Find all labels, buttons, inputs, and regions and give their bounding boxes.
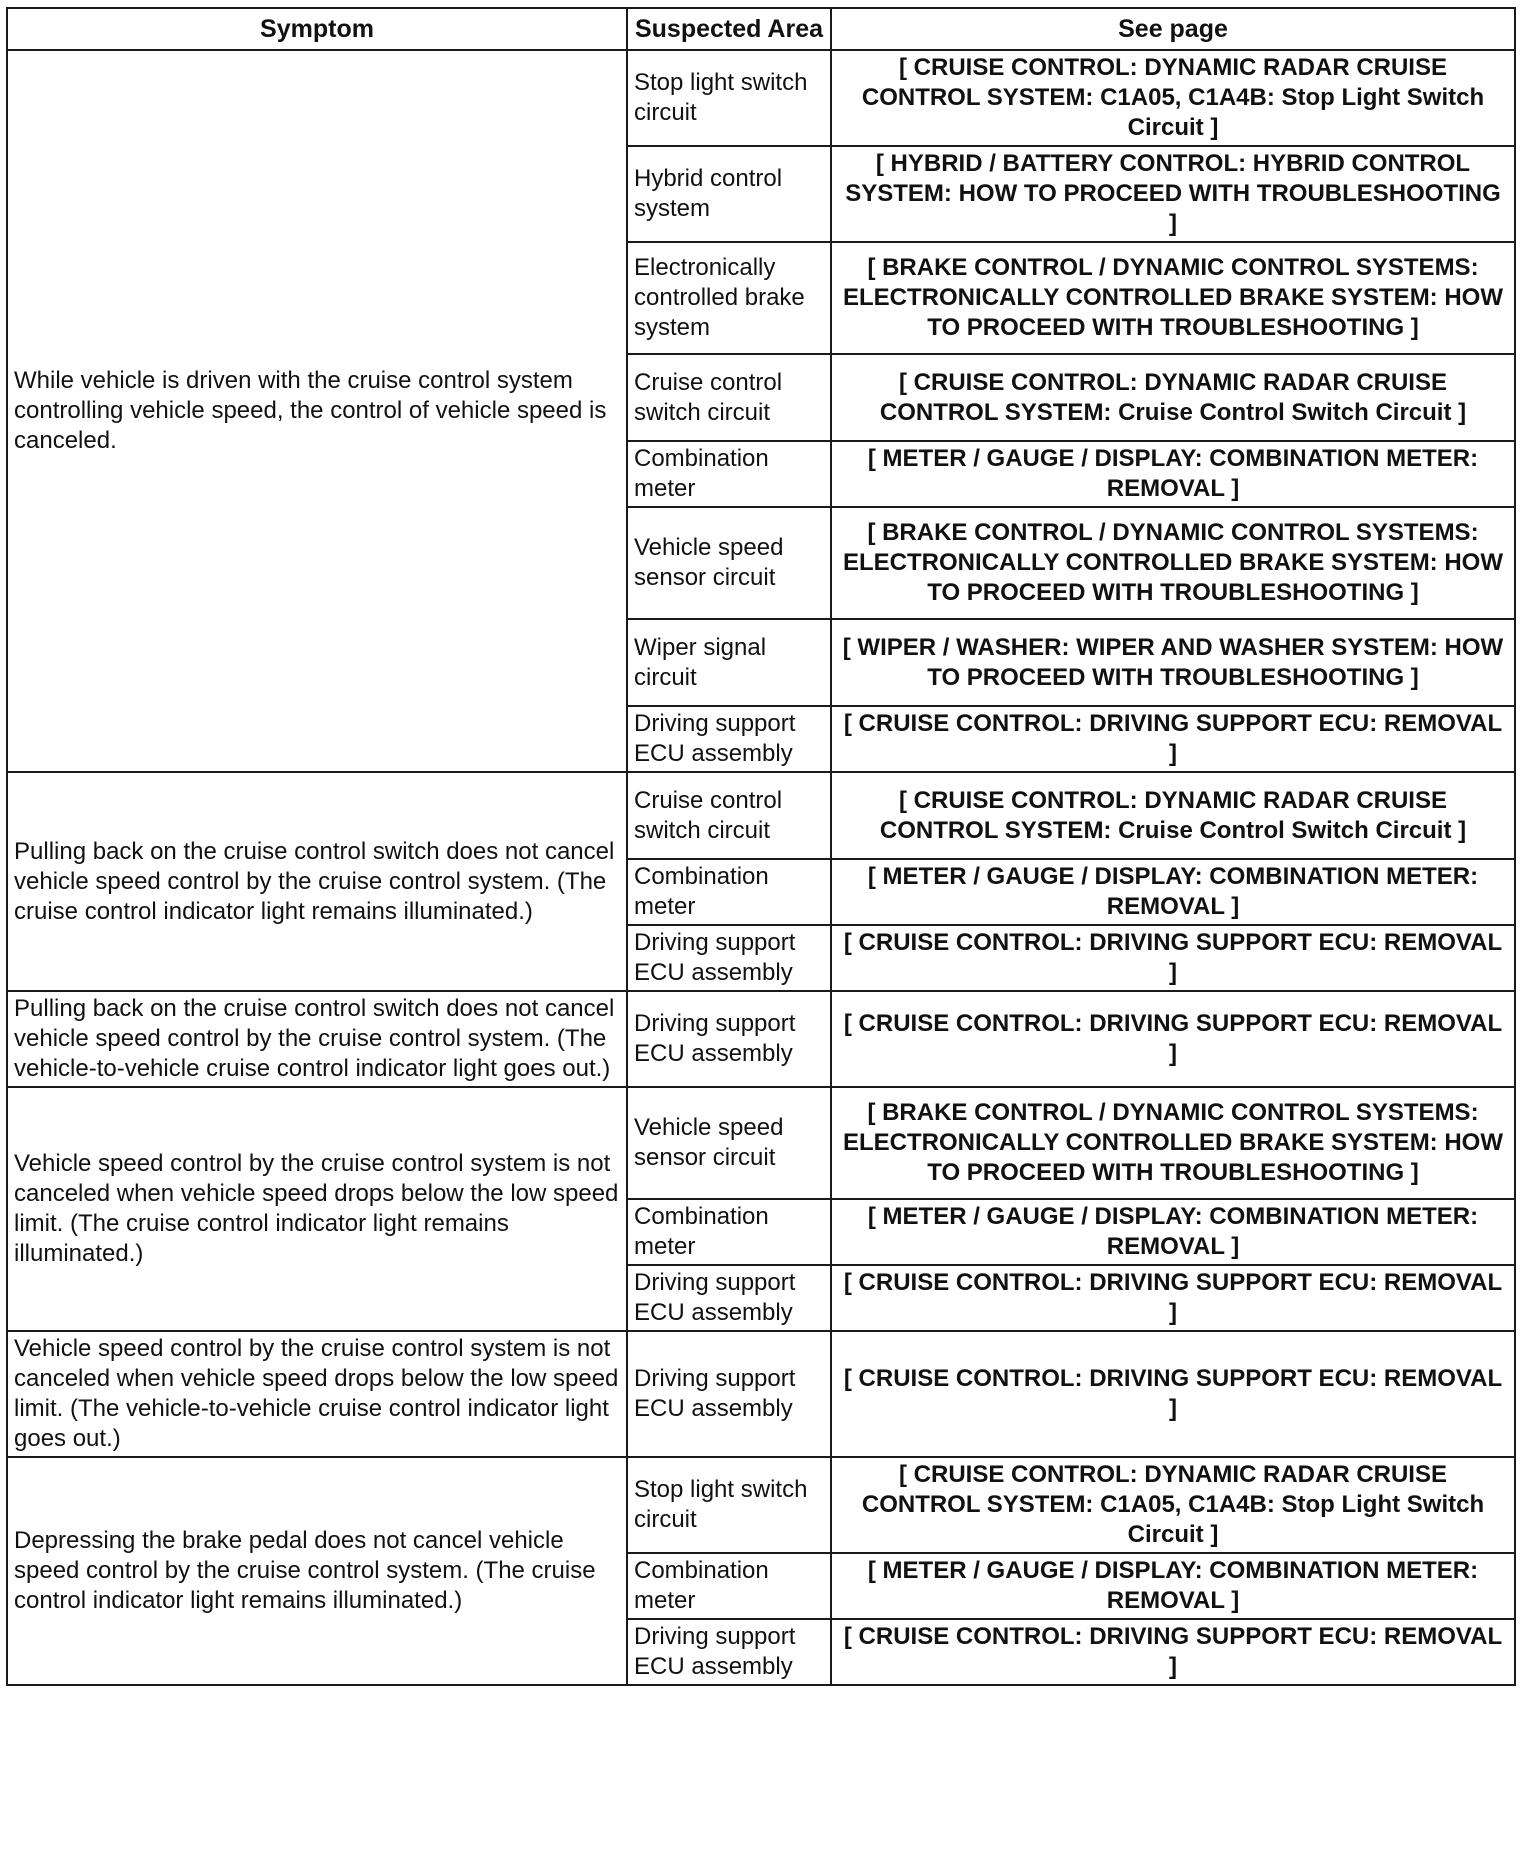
see-page-cell: [ CRUISE CONTROL: DYNAMIC RADAR CRUISE CONTROL SYSTEM: Cruise Control Switch Circuit ] bbox=[831, 772, 1515, 859]
suspected-area-cell: Driving support ECU assembly bbox=[627, 1619, 831, 1685]
suspected-area-cell: Stop light switch circuit bbox=[627, 50, 831, 146]
suspected-area-cell: Wiper signal circuit bbox=[627, 619, 831, 706]
see-page-cell: [ METER / GAUGE / DISPLAY: COMBINATION METER: REMOVAL ] bbox=[831, 1553, 1515, 1619]
symptom-cell: Pulling back on the cruise control switch does not cancel vehicle speed control by the cruise control system. (The cruise control indicator light remains illuminated.) bbox=[7, 772, 627, 991]
header-symptom: Symptom bbox=[7, 8, 627, 50]
header-row bbox=[7, 8, 1515, 50]
see-page-cell: [ CRUISE CONTROL: DRIVING SUPPORT ECU: REMOVAL ] bbox=[831, 991, 1515, 1087]
see-page-cell: [ CRUISE CONTROL: DRIVING SUPPORT ECU: REMOVAL ] bbox=[831, 925, 1515, 991]
see-page-cell: [ CRUISE CONTROL: DRIVING SUPPORT ECU: REMOVAL ] bbox=[831, 1265, 1515, 1331]
table-row bbox=[7, 991, 1515, 1087]
suspected-area-cell: Cruise control switch circuit bbox=[627, 772, 831, 859]
suspected-area-cell: Vehicle speed sensor circuit bbox=[627, 507, 831, 619]
suspected-area-cell: Vehicle speed sensor circuit bbox=[627, 1087, 831, 1199]
suspected-area-cell: Driving support ECU assembly bbox=[627, 1265, 831, 1331]
symptom-cell: While vehicle is driven with the cruise control system controlling vehicle speed, the control of vehicle speed is canceled. bbox=[7, 50, 627, 772]
suspected-area-cell: Driving support ECU assembly bbox=[627, 706, 831, 772]
see-page-cell: [ WIPER / WASHER: WIPER AND WASHER SYSTEM: HOW TO PROCEED WITH TROUBLESHOOTING ] bbox=[831, 619, 1515, 706]
table-row bbox=[7, 50, 1515, 146]
suspected-area-cell: Combination meter bbox=[627, 441, 831, 507]
see-page-cell: [ METER / GAUGE / DISPLAY: COMBINATION METER: REMOVAL ] bbox=[831, 441, 1515, 507]
suspected-area-cell: Combination meter bbox=[627, 1199, 831, 1265]
suspected-area-cell: Driving support ECU assembly bbox=[627, 1331, 831, 1457]
suspected-area-cell: Combination meter bbox=[627, 1553, 831, 1619]
troubleshooting-table bbox=[6, 7, 1516, 1686]
see-page-cell: [ BRAKE CONTROL / DYNAMIC CONTROL SYSTEMS: ELECTRONICALLY CONTROLLED BRAKE SYSTEM: HOW TO PROCEED WITH TROUBLESHOOTING ] bbox=[831, 242, 1515, 354]
symptom-cell: Vehicle speed control by the cruise control system is not canceled when vehicle speed drops below the low speed limit. (The vehicle-to-vehicle cruise control indicator light goes out.) bbox=[7, 1331, 627, 1457]
header-see-page: See page bbox=[831, 8, 1515, 50]
suspected-area-cell: Cruise control switch circuit bbox=[627, 354, 831, 441]
see-page-cell: [ CRUISE CONTROL: DYNAMIC RADAR CRUISE CONTROL SYSTEM: C1A05, C1A4B: Stop Light Switch Circuit ] bbox=[831, 50, 1515, 146]
symptom-cell: Pulling back on the cruise control switch does not cancel vehicle speed control by the cruise control system. (The vehicle-to-vehicle cruise control indicator light goes out.) bbox=[7, 991, 627, 1087]
see-page-cell: [ BRAKE CONTROL / DYNAMIC CONTROL SYSTEMS: ELECTRONICALLY CONTROLLED BRAKE SYSTEM: HOW TO PROCEED WITH TROUBLESHOOTING ] bbox=[831, 507, 1515, 619]
suspected-area-cell: Hybrid control system bbox=[627, 146, 831, 242]
suspected-area-cell: Electronically controlled brake system bbox=[627, 242, 831, 354]
see-page-cell: [ CRUISE CONTROL: DYNAMIC RADAR CRUISE CONTROL SYSTEM: Cruise Control Switch Circuit ] bbox=[831, 354, 1515, 441]
see-page-cell: [ BRAKE CONTROL / DYNAMIC CONTROL SYSTEMS: ELECTRONICALLY CONTROLLED BRAKE SYSTEM: HOW TO PROCEED WITH TROUBLESHOOTING ] bbox=[831, 1087, 1515, 1199]
suspected-area-cell: Driving support ECU assembly bbox=[627, 925, 831, 991]
see-page-cell: [ CRUISE CONTROL: DYNAMIC RADAR CRUISE CONTROL SYSTEM: C1A05, C1A4B: Stop Light Switch Circuit ] bbox=[831, 1457, 1515, 1553]
symptom-cell: Vehicle speed control by the cruise control system is not canceled when vehicle speed drops below the low speed limit. (The cruise control indicator light remains illuminated.) bbox=[7, 1087, 627, 1331]
header-suspected-area: Suspected Area bbox=[627, 8, 831, 50]
see-page-cell: [ CRUISE CONTROL: DRIVING SUPPORT ECU: REMOVAL ] bbox=[831, 1331, 1515, 1457]
table-row bbox=[7, 1457, 1515, 1553]
table-row bbox=[7, 1087, 1515, 1199]
symptom-cell: Depressing the brake pedal does not cancel vehicle speed control by the cruise control system. (The cruise control indicator light remains illuminated.) bbox=[7, 1457, 627, 1685]
table-row bbox=[7, 1331, 1515, 1457]
see-page-cell: [ METER / GAUGE / DISPLAY: COMBINATION METER: REMOVAL ] bbox=[831, 1199, 1515, 1265]
suspected-area-cell: Stop light switch circuit bbox=[627, 1457, 831, 1553]
see-page-cell: [ CRUISE CONTROL: DRIVING SUPPORT ECU: REMOVAL ] bbox=[831, 1619, 1515, 1685]
see-page-cell: [ HYBRID / BATTERY CONTROL: HYBRID CONTROL SYSTEM: HOW TO PROCEED WITH TROUBLESHOOTING ] bbox=[831, 146, 1515, 242]
see-page-cell: [ CRUISE CONTROL: DRIVING SUPPORT ECU: REMOVAL ] bbox=[831, 706, 1515, 772]
see-page-cell: [ METER / GAUGE / DISPLAY: COMBINATION METER: REMOVAL ] bbox=[831, 859, 1515, 925]
table-row bbox=[7, 772, 1515, 859]
suspected-area-cell: Driving support ECU assembly bbox=[627, 991, 831, 1087]
suspected-area-cell: Combination meter bbox=[627, 859, 831, 925]
